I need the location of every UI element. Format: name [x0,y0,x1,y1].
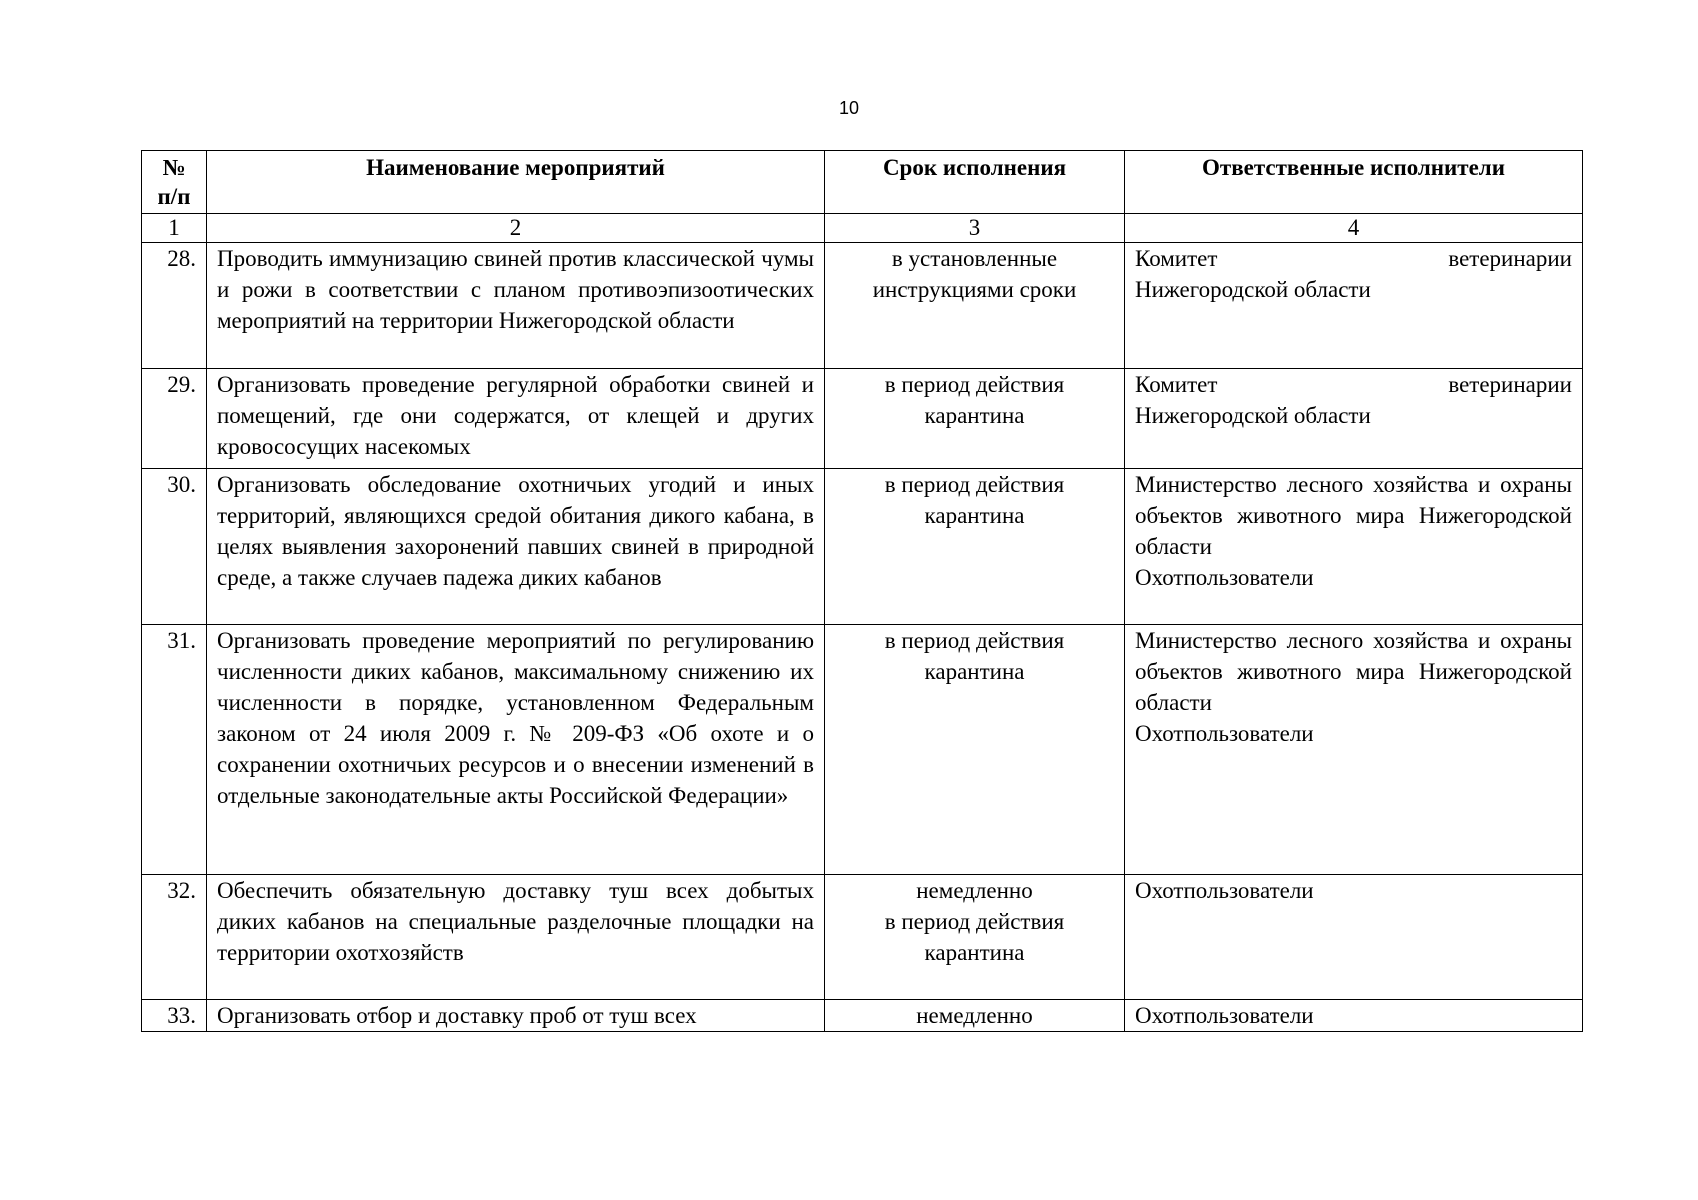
table-row [142,625,1583,875]
measure-term: в период действия карантина [825,369,1125,469]
header-name: Наименование мероприятий [207,151,825,214]
responsible-line: Охотпользователи [1135,1003,1314,1028]
responsible-line: Министерство лесного хозяйства и охраны объектов животного мира Нижегородской области [1135,472,1572,559]
responsible-line: Министерство лесного хозяйства и охраны объектов животного мира Нижегородской области [1135,628,1572,715]
responsible-line: Нижегородской области [1135,403,1371,428]
measure-name: Организовать проведение регулярной обработки свиней и помещений, где они содержатся, от клещей и других кровососущих насекомых [207,369,825,469]
responsible-line: Охотпользователи [1135,565,1314,590]
row-number: 32. [142,875,207,1000]
table-row [142,243,1583,369]
measure-name: Организовать проведение мероприятий по регулированию численности диких кабанов, максимальному снижению их численности в порядке, установленном Федеральным законом от 24 июля 2009 г. № 209-ФЗ «Об охоте и о сохранении охотничьих ресурсов и о внесении изменений в отдельные законодательные акты Российской Федерации» [207,625,825,875]
measure-name: Организовать отбор и доставку проб от туш всех [207,1000,825,1032]
column-number: 4 [1125,214,1583,243]
measure-responsible [1125,625,1583,875]
measure-responsible [1125,243,1583,369]
term-line: немедленно [916,878,1033,903]
header-term: Срок исполнения [825,151,1125,214]
row-number: 29. [142,369,207,469]
measure-name: Обеспечить обязательную доставку туш всех добытых диких кабанов на специальные разделочные площадки на территории охотхозяйств [207,875,825,1000]
term-line: в период действия карантина [884,909,1065,965]
table-row [142,875,1583,1000]
measure-name: Организовать обследование охотничьих угодий и иных территорий, являющихся средой обитания дикого кабана, в целях выявления захоронений павших свиней в природной среде, а также случаев падежа диких кабанов [207,469,825,625]
measure-term: в установленные инструкциями сроки [825,243,1125,369]
column-number: 3 [825,214,1125,243]
measures-table [141,150,1583,1032]
measure-responsible [1125,369,1583,469]
responsible-line: Охотпользователи [1135,878,1314,903]
measure-term [825,875,1125,1000]
row-number: 28. [142,243,207,369]
responsible-line: Комитет ветеринарии [1135,246,1572,271]
measure-name: Проводить иммунизацию свиней против классической чумы и рожи в соответствии с планом противоэпизоотических мероприятий на территории Нижегородской области [207,243,825,369]
column-number-row [142,214,1583,243]
measure-responsible [1125,875,1583,1000]
header-resp: Ответственные исполнители [1125,151,1583,214]
column-number: 2 [207,214,825,243]
responsible-line: Нижегородской области [1135,277,1371,302]
page-number: 10 [838,98,860,118]
table-header-row [142,151,1583,214]
measure-responsible [1125,469,1583,625]
responsible-line: Комитет ветеринарии [1135,372,1572,397]
row-number: 30. [142,469,207,625]
measure-responsible [1125,1000,1583,1032]
measure-term: в период действия карантина [825,625,1125,875]
table-row [142,1000,1583,1032]
responsible-line: Охотпользователи [1135,721,1314,746]
table-row [142,469,1583,625]
row-number: 31. [142,625,207,875]
column-number: 1 [142,214,207,243]
header-num: № п/п [142,151,207,214]
measure-term: немедленно [825,1000,1125,1032]
measure-term: в период действия карантина [825,469,1125,625]
row-number: 33. [142,1000,207,1032]
table-row [142,369,1583,469]
